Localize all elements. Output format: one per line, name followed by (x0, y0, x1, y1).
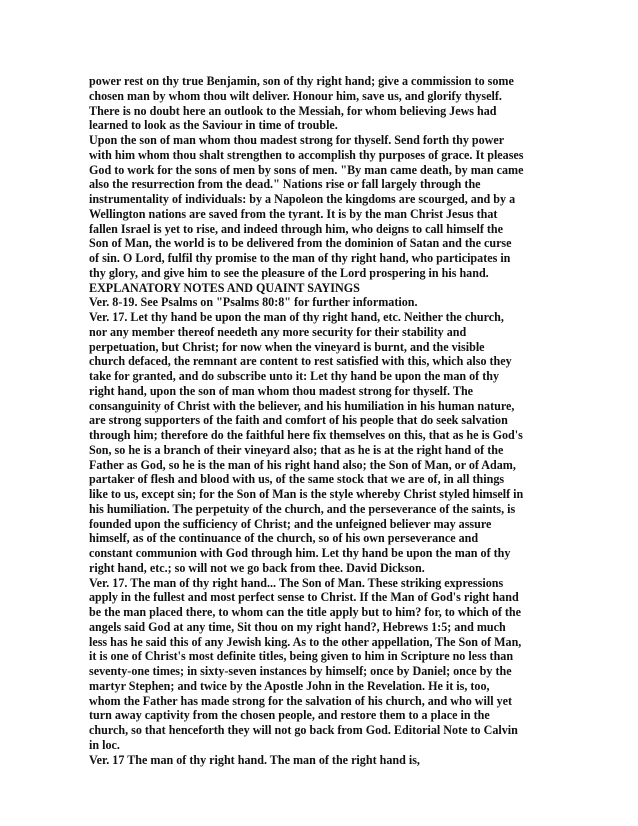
text-line: Ver. 8-19. See Psalms on "Psalms 80:8" for further information. (89, 295, 418, 310)
text-line: martyr Stephen; and twice by the Apostle John in the Revelation. He it is, too, (89, 678, 490, 693)
text-line: instrumentality of individuals: by a Napoleon the kingdoms are scourged, and by a (89, 192, 516, 206)
text-line: fallen Israel is yet to rise, and indeed through him, who deigns to call himself the (89, 221, 503, 236)
text-line: himself, as of the continuance of the church, so of his own perseverance and (89, 531, 479, 546)
text-line: it is one of Christ's most definite titles, being given to him in Scripture no less than (89, 649, 514, 664)
section-heading: EXPLANATORY NOTES AND QUAINT SAYINGS (89, 280, 360, 295)
text-line: power rest on thy true Benjamin, son of thy right hand; give a commission to some (89, 74, 514, 88)
text-line: Ver. 17. The man of thy right hand... The Son of Man. These striking expressions (89, 575, 504, 590)
text-line: Son of Man, the world is to be delivered from the dominion of Satan and the curse (89, 236, 512, 251)
text-line: constant communion with God through him. Let thy hand be upon the man of thy (89, 546, 511, 560)
text-line: thy glory, and give him to see the pleasure of the Lord prospering in his hand. (89, 265, 489, 280)
text-line: be the man placed there, to whom can the title apply but to him? for, to which of the (89, 605, 522, 619)
text-line: Upon the son of man whom thou madest strong for thyself. Send forth thy power (89, 133, 505, 147)
text-line: also the resurrection from the dead." Nations rise or fall largely through the (89, 177, 481, 192)
document-body-text (89, 74, 549, 767)
text-line: nor any member thereof needeth any more security for their stability and (89, 324, 467, 339)
text-line: Ver. 17. Let thy hand be upon the man of thy right hand, etc. Neither the church, (89, 310, 504, 324)
text-line: There is no doubt here an outlook to the Messiah, for whom believing Jews had (89, 103, 497, 118)
text-line: perpetuation, but Christ; for now when the vineyard is burnt, and the visible (89, 339, 485, 354)
text-line: like to us, except sin; for the Son of Man is the style whereby Christ styled himself in (89, 487, 524, 501)
text-line: his humiliation. The perpetuity of the church, and the perseverance of the saints, is (89, 501, 516, 516)
text-line: whom the Father has made strong for the salvation of his church, and who will yet (89, 693, 513, 708)
text-line: apply in the fullest and most perfect sense to Christ. If the Man of God's right hand (89, 590, 519, 605)
text-line: church, so that henceforth they will not go back from God. Editorial Note to Calvin (89, 723, 518, 737)
text-line: right hand, etc.; so will not we go back from thee. David Dickson. (89, 560, 425, 575)
text-line: founded upon the sufficiency of Christ; and the unfeigned believer may assure (89, 516, 492, 531)
text-line: Father as God, so he is the man of his right hand also; the Son of Man, or of Adam, (89, 457, 516, 472)
text-line: are strong supporters of the faith and comfort of his people that do seek salvation (89, 413, 508, 428)
text-line: with him whom thou shalt strengthen to accomplish thy purposes of grace. It pleases (89, 147, 524, 162)
text-line: angels said God at any time, Sit thou on my right hand?, Hebrews 1:5; and much (89, 619, 506, 634)
text-line: partaker of flesh and blood with us, of the same stock that we are of, in all things (89, 472, 505, 487)
text-line: Son, so he is a branch of their vineyard also; that as he is at the right hand of the (89, 442, 504, 457)
text-line: through him; therefore do the faithful here fix themselves on this, that as he is God's (89, 428, 523, 442)
text-line: God to work for the sons of men by sons of men. "By man came death, by man came (89, 162, 524, 177)
text-line: seventy-one times; in sixty-seven instances by himself; once by Daniel; once by the (89, 664, 512, 678)
text-line: take for granted, and do subscribe unto it: Let thy hand be upon the man of thy (89, 369, 500, 383)
text-line: of sin. O Lord, fulfil thy promise to the man of thy right hand, who participates in (89, 251, 511, 265)
text-line: chosen man by whom thou wilt deliver. Honour him, save us, and glorify thyself. (89, 88, 502, 103)
text-line: Wellington nations are saved from the tyrant. It is by the man Christ Jesus that (89, 206, 498, 221)
text-line: turn away captivity from the chosen people, and restore them to a place in the (89, 708, 490, 723)
text-line: in loc. (89, 737, 120, 752)
text-line: right hand, upon the son of man whom thou madest strong for thyself. The (89, 383, 474, 398)
text-line: consanguinity of Christ with the believer, and his humiliation in his human nature, (89, 398, 515, 413)
text-line: Ver. 17 The man of thy right hand. The man of the right hand is, (89, 752, 420, 767)
text-line: less has he said this of any Jewish king. As to the other appellation, The Son of Man, (89, 634, 522, 649)
text-line: learned to look as the Saviour in time of trouble. (89, 118, 338, 133)
text-line: church defaced, the remnant are content to rest satisfied with this, which also they (89, 354, 512, 369)
